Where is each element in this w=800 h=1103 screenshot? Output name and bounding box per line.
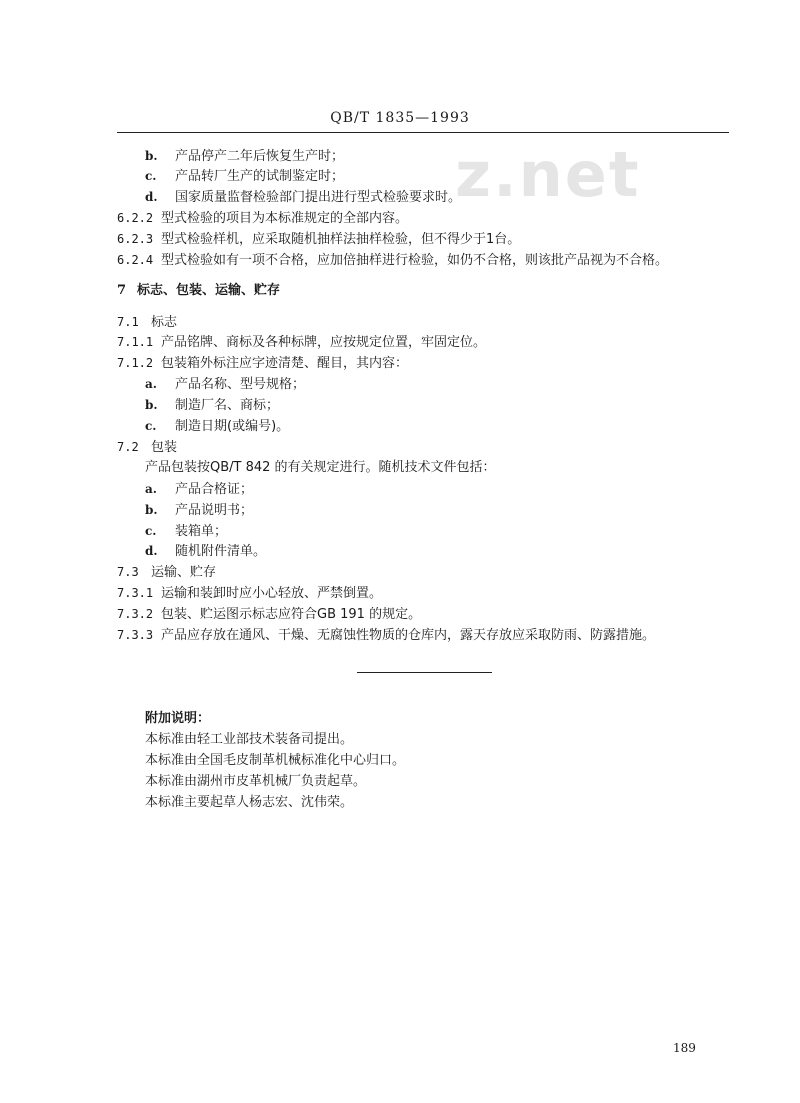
list-item-d <box>145 542 266 561</box>
additional-notes-title: 附加说明： <box>145 711 211 726</box>
watermark: z.net <box>455 138 641 211</box>
section-title: 标志、包装、运输、贮存 <box>137 283 281 298</box>
additional-note: 本标准主要起草人杨志宏、沈伟荣。 <box>145 795 354 810</box>
section-7-heading <box>117 282 280 300</box>
clause-text: 型式检验样机，应采取随机抽样法抽样检验，但不得少于1台。 <box>161 232 521 247</box>
clause-number: 7.3.2 <box>117 607 154 621</box>
list-marker: a. <box>145 482 157 496</box>
list-marker: d. <box>145 190 158 204</box>
clause-text: 产品铭牌、商标及各种标牌，应按规定位置，牢固定位。 <box>161 335 487 350</box>
clause-7-3-1 <box>117 584 382 603</box>
clause-7-2 <box>117 438 177 457</box>
list-item-c <box>145 522 227 541</box>
clause-7-3-2 <box>117 605 421 624</box>
packaging-paragraph: 产品包装按QB/T 842 的有关规定进行。随机技术文件包括： <box>145 460 496 475</box>
clause-text: 型式检验的项目为本标准规定的全部内容。 <box>161 211 409 226</box>
clause-6-2-4 <box>117 251 668 270</box>
additional-note: 本标准由全国毛皮制革机械标准化中心归口。 <box>145 753 406 768</box>
end-divider <box>357 672 492 673</box>
list-marker: a. <box>145 377 157 391</box>
clause-text: 运输、贮存 <box>151 565 217 580</box>
clause-number: 6.2.3 <box>117 232 154 246</box>
clause-number: 7.3.3 <box>117 628 154 642</box>
list-item-a <box>145 375 305 394</box>
list-item-c <box>145 417 289 436</box>
list-item-b <box>145 147 344 166</box>
list-item-b <box>145 501 253 520</box>
clause-number: 7.1.1 <box>117 335 154 349</box>
list-item-c <box>145 167 344 186</box>
clause-text: 型式检验如有一项不合格，应加倍抽样进行检验，如仍不合格，则该批产品视为不合格。 <box>161 253 669 268</box>
list-item-a <box>145 480 253 499</box>
clause-number: 7.2 <box>117 440 139 454</box>
list-marker: c. <box>145 419 157 433</box>
clause-6-2-3 <box>117 230 520 249</box>
clause-text: 包装 <box>151 440 178 455</box>
list-item-text: 国家质量监督检验部门提出进行型式检验要求时。 <box>175 190 462 205</box>
list-item-text: 产品转厂生产的试制鉴定时； <box>175 169 345 184</box>
clause-7-3 <box>117 563 216 582</box>
additional-note: 本标准由轻工业部技术装备司提出。 <box>145 732 354 747</box>
clause-6-2-2 <box>117 209 408 228</box>
clause-number: 6.2.4 <box>117 253 154 267</box>
list-marker: c. <box>145 524 157 538</box>
header-divider <box>117 132 729 133</box>
clause-7-1-1 <box>117 333 486 352</box>
additional-note: 本标准由湖州市皮革机械厂负责起草。 <box>145 774 367 789</box>
clause-text: 包装、贮运图示标志应符合GB 191 的规定。 <box>161 607 422 622</box>
list-item-text: 装箱单； <box>175 524 228 539</box>
list-item-text: 产品名称、型号规格； <box>175 377 306 392</box>
clause-7-1-2 <box>117 354 408 373</box>
clause-number: 7.3 <box>117 565 139 579</box>
section-number: 7 <box>117 283 127 298</box>
list-marker: b. <box>145 503 158 517</box>
page-number: 189 <box>673 1041 696 1055</box>
clause-text: 产品应存放在通风、干燥、无腐蚀性物质的仓库内，露天存放应采取防雨、防露措施。 <box>161 628 656 643</box>
clause-number: 6.2.2 <box>117 211 154 225</box>
clause-7-1 <box>117 313 177 332</box>
list-item-text: 随机附件清单。 <box>175 544 267 559</box>
standard-code-header: QB/T 1835—1993 <box>330 110 470 126</box>
list-item-text: 制造厂名、商标； <box>175 398 280 413</box>
clause-number: 7.3.1 <box>117 586 154 600</box>
list-item-text: 产品停产二年后恢复生产时； <box>175 149 345 164</box>
list-item-text: 产品说明书； <box>175 503 254 518</box>
list-marker: d. <box>145 544 158 558</box>
clause-text: 包装箱外标注应字迹清楚、醒目，其内容： <box>161 356 409 371</box>
list-marker: c. <box>145 169 157 183</box>
list-marker: b. <box>145 149 158 163</box>
clause-text: 运输和装卸时应小心轻放、严禁倒置。 <box>161 586 383 601</box>
clause-text: 标志 <box>151 315 178 330</box>
list-item-text: 产品合格证； <box>175 482 254 497</box>
list-item-d <box>145 188 461 207</box>
list-item-text: 制造日期(或编号)。 <box>175 419 290 434</box>
list-marker: b. <box>145 398 158 412</box>
clause-7-3-3 <box>117 626 655 645</box>
clause-number: 7.1.2 <box>117 356 154 370</box>
list-item-b <box>145 396 279 415</box>
clause-number: 7.1 <box>117 315 139 329</box>
